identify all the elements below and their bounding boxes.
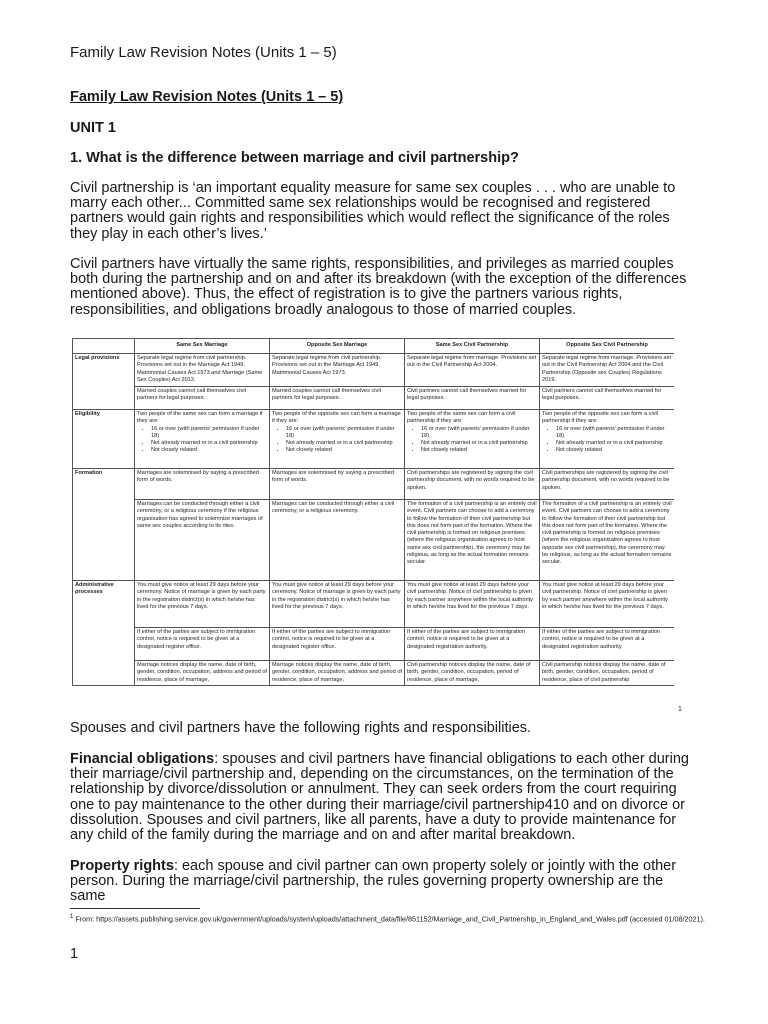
table-cell: Marriages are solemnised by saying a prescribed form of words. bbox=[270, 469, 405, 500]
paragraph-lead: Property rights bbox=[70, 858, 174, 874]
page-number: 1 bbox=[70, 946, 79, 962]
table-cell bbox=[540, 410, 675, 469]
footnote-link-text[interactable]: From: https://assets.publishing.service.gov.uk/government/uploads/system/uploads/attachment_data/file/851152/Marriage_and_Civil_Partnership_in_England_and_Wales.pdf (accessed 01/08/2021). bbox=[75, 914, 705, 924]
table-cell: The formation of a civil partnership is an entirely civil event. Civil partners can choose to add a ceremony to follow the formation of their civil partnership but this does not form part of the formation. Where the civil partnership is formed on religious premises (where the religious organisation agrees to host opposite sex civil partnership), the ceremony may be religious, as long as the actual formation remains secular. bbox=[540, 500, 675, 581]
table-cell: Civil partnership notices display the name, date of birth, gender, condition, occupation, period of residence, place of marriage, bbox=[405, 661, 540, 686]
list-item: • Not closely related bbox=[286, 447, 402, 454]
table-cell: Marriages can be conducted through either a civil ceremony, or a religious ceremony. bbox=[270, 500, 405, 581]
footnote-number: 1 bbox=[70, 914, 74, 920]
table-cell: Civil partners cannot call themselves married for legal purposes. bbox=[405, 387, 540, 410]
table-cell: Civil partners cannot call themselves married for legal purposes. bbox=[540, 387, 675, 410]
list-item: • Not closely related bbox=[556, 447, 672, 454]
table-cell: Marriage notices display the name, date of birth, gender, condition, occupation, address and period of residence, place of marriage, bbox=[135, 661, 270, 686]
list-item: • 16 or over (with parents’ permission if under 18) bbox=[286, 426, 402, 441]
table-cell bbox=[270, 410, 405, 469]
eligibility-list bbox=[407, 426, 537, 455]
table-row bbox=[73, 581, 675, 628]
list-item: • Not closely related bbox=[151, 447, 267, 454]
footnote bbox=[70, 912, 730, 924]
table-cell: Married couples cannot call themselves civil partners for legal purposes. bbox=[135, 387, 270, 410]
list-item: • Not already married or in a civil partnership bbox=[151, 440, 267, 447]
table-header-cell: Same Sex Civil Partnership bbox=[405, 339, 540, 354]
row-label: Formation bbox=[73, 469, 135, 581]
table-row bbox=[73, 387, 675, 410]
paragraph-financial-obligations bbox=[70, 752, 700, 843]
eligibility-list bbox=[542, 426, 672, 455]
table-row bbox=[73, 500, 675, 581]
table-cell: Civil partnership notices display the name, date of birth, gender, condition, occupation, period of residence, place of civil partnership bbox=[540, 661, 675, 686]
table-cell: Marriages are solemnised by saying a prescribed form of words. bbox=[135, 469, 270, 500]
paragraph-body: : each spouse and civil partner can own property solely or jointly with the other person. During the marriage/civil partnership, the rules governing property ownership are the same bbox=[70, 858, 677, 905]
list-item: • 16 or over (with parents’ permission if under 18) bbox=[556, 426, 672, 441]
table-header-cell: Opposite Sex Marriage bbox=[270, 339, 405, 354]
table-cell: The formation of a civil partnership is an entirely civil event. Civil partners can choose to add a ceremony to follow the formation of their civil partnership but this does not form part of the formation. Where the civil partnership is formed on religious premises (where the religious organisation agrees to host same sex civil partnership), the ceremony may be religious, as long as the actual formation remains secular. bbox=[405, 500, 540, 581]
table-cell: If either of the parties are subject to immigration control, notice is required to be given at a designated registration authority. bbox=[540, 628, 675, 661]
table-cell: Civil partnerships are registered by signing the civil partnership document, with no words required to be spoken. bbox=[540, 469, 675, 500]
question-heading: 1. What is the difference between marriage and civil partnership? bbox=[70, 150, 519, 166]
list-item: • Not already married or in a civil partnership bbox=[421, 440, 537, 447]
eligibility-intro: Two people of the opposite sex can form a civil partnership if they are: bbox=[542, 411, 658, 425]
paragraph-body: : spouses and civil partners have financial obligations to each other during their marriage/civil partnership and, depending on the circumstances, on the termination of the relationship by divorce/dissolution or annulment. They can seek orders from the court requiring one to pay maintenance to the other during their marriage/civil partnership410 and on divorce or dissolution. Spouses and civil partners, like all parents, have a duty to provide maintenance for any child of the family during the marriage and on and after marital breakdown. bbox=[70, 751, 689, 844]
list-item: • Not closely related bbox=[421, 447, 537, 454]
comparison-table bbox=[72, 338, 674, 686]
table-cell: You must give notice at least 29 days before your civil partnership. Notice of civil partnership is given by each partner anywhere within the local authority in which he/she has lived for the previous 7 days. bbox=[540, 581, 675, 628]
footnote-separator bbox=[70, 908, 200, 909]
table-footnote-marker: 1 bbox=[678, 706, 682, 713]
table-cell: Separate legal regime from marriage. Provisions set out in the Civil Partnership Act 2004. bbox=[405, 354, 540, 387]
row-label: Eligibility bbox=[73, 410, 135, 469]
table-row bbox=[73, 628, 675, 661]
table-cell: Marriages can be conducted through either a civil ceremony, or a religious ceremony if the religious organisation has agreed to solemnize marriages of same sex couples according to its rites. bbox=[135, 500, 270, 581]
eligibility-list bbox=[137, 426, 267, 455]
table-row bbox=[73, 661, 675, 686]
paragraph-property-rights bbox=[70, 859, 700, 905]
eligibility-intro: Two people of the opposite sex can form a marriage if they are: bbox=[272, 411, 401, 425]
list-item: • 16 or over (with parents’ permission if under 18) bbox=[421, 426, 537, 441]
table-cell: You must give notice at least 29 days before your ceremony. Notice of marriage is given by each party in the registration district(s) in which he/she has lived for the previous 7 days. bbox=[270, 581, 405, 628]
eligibility-list bbox=[272, 426, 402, 455]
table-cell: You must give notice at least 29 days before your civil partnership. Notice of civil partnership is given by each partner anywhere within the local authority in which he/she has lived for the previous 7 days. bbox=[405, 581, 540, 628]
table-cell: Married couples cannot call themselves civil partners for legal purposes. bbox=[270, 387, 405, 410]
paragraph-rights-analogous: Civil partners have virtually the same rights, responsibilities, and privileges as married couples both during the partnership and on and after its breakdown (with the exception of the differences mentioned above). Thus, the effect of registration is to give the partners various rights, responsibilities, and obligations broadly analogous to those of married couples. bbox=[70, 256, 687, 318]
table-cell: Separate legal regime from civil partnership. Provisions set out in the Marriage Act 1949, Matrimonial Causes Act 1973 and Marriage (Same Sex Couples) Act 2013. bbox=[135, 354, 270, 387]
row-label: Administrative processes bbox=[73, 581, 135, 686]
table-header-cell: Same Sex Marriage bbox=[135, 339, 270, 354]
table-cell: Marriage notices display the name, date of birth, gender, condition, occupation, address and period of residence, place of marriage, bbox=[270, 661, 405, 686]
list-item: • Not already married or in a civil partnership bbox=[556, 440, 672, 447]
running-header: Family Law Revision Notes (Units 1 – 5) bbox=[70, 44, 337, 61]
table-cell: If either of the parties are subject to immigration control, notice is required to be given at a designated register office. bbox=[135, 628, 270, 661]
paragraph-civil-partnership-quote: Civil partnership is ‘an important equality measure for same sex couples . . . who are unable to marry each other... Committed same sex relationships would be recognised and registered partners would gain rights and responsibilities which would reflect the significance of the roles they play in each other’s lives.’ bbox=[70, 180, 676, 242]
table-cell: If either of the parties are subject to immigration control, notice is required to be given at a designated register office. bbox=[270, 628, 405, 661]
table-header-cell: Opposite Sex Civil Partnership bbox=[540, 339, 675, 354]
table-row bbox=[73, 469, 675, 500]
table-cell bbox=[135, 410, 270, 469]
table-cell: Separate legal regime from marriage. Provisions set out in the Civil Partnership Act 2004 and the Civil Partnership (Opposite sex Couples) Regulations 2019. bbox=[540, 354, 675, 387]
eligibility-intro: Two people of the same sex can form a marriage if they are: bbox=[137, 411, 263, 425]
table-cell: Separate legal regime from civil partnership. Provisions set out in the Marriage Act 1949, Matrimonial Causes Act 1973. bbox=[270, 354, 405, 387]
table-cell: Civil partnerships are registered by signing the civil partnership document, with no words required to be spoken. bbox=[405, 469, 540, 500]
paragraph-rights-intro: Spouses and civil partners have the following rights and responsibilities. bbox=[70, 720, 532, 736]
paragraph-lead: Financial obligations bbox=[70, 751, 215, 767]
table-cell: You must give notice at least 29 days before your ceremony. Notice of marriage is given by each party in the registration district(s) in which he/she has lived for the previous 7 days. bbox=[135, 581, 270, 628]
table-cell: If either of the parties are subject to immigration control, notice is required to be given at a designated registration authority. bbox=[405, 628, 540, 661]
table-row bbox=[73, 410, 675, 469]
list-item: • 16 or over (with parents’ permission if under 18) bbox=[151, 426, 267, 441]
unit-heading: UNIT 1 bbox=[70, 120, 116, 136]
table-cell bbox=[405, 410, 540, 469]
eligibility-intro: Two people of the same sex can form a civil partnership if they are: bbox=[407, 411, 516, 425]
comparison-table-container bbox=[72, 338, 674, 708]
document-title: Family Law Revision Notes (Units 1 – 5) bbox=[70, 89, 344, 105]
table-row bbox=[73, 354, 675, 387]
table-header-row bbox=[73, 339, 675, 354]
row-label: Legal provisions bbox=[73, 354, 135, 410]
table-header-cell bbox=[73, 339, 135, 354]
list-item: • Not already married or in a civil partnership bbox=[286, 440, 402, 447]
